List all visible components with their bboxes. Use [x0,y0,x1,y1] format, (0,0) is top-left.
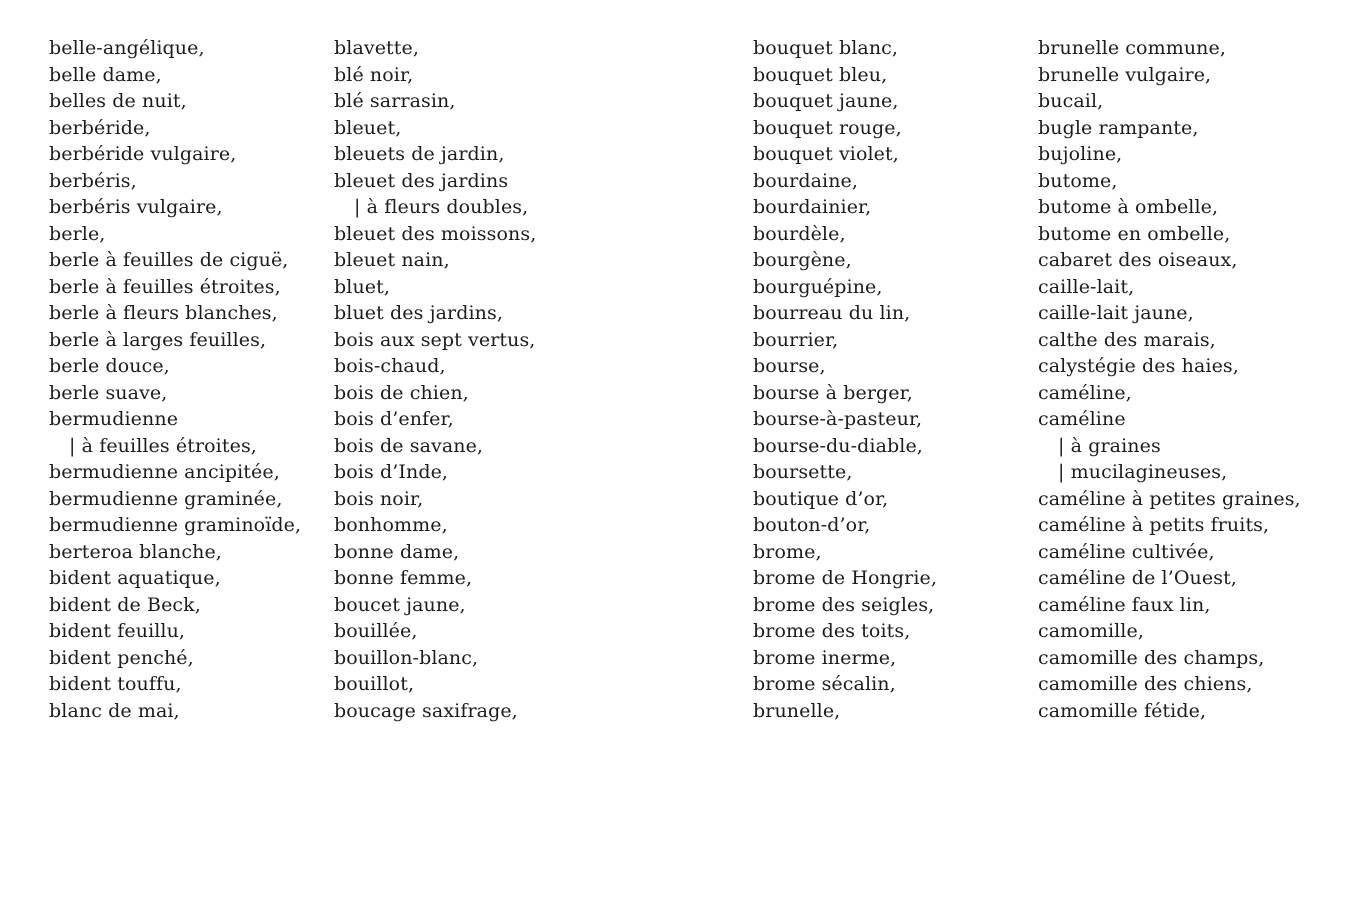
index-entry: bouillot, [334,673,415,695]
index-entry: camomille fétide, [1038,699,1207,722]
index-entry: bleuet, [334,116,402,139]
index-entry: bois d’Inde, [334,461,449,483]
index-entry: caméline cultivée, [1038,540,1215,563]
index-entry: bourreau du lin, [753,302,911,324]
index-entry: caméline, [1038,381,1132,404]
index-entry: brome sécalin, [753,673,896,695]
index-entry: bleuets de jardin, [334,143,505,165]
index-entry: berle, [49,222,106,245]
index-entry: bident touffu, [49,673,182,695]
index-entry: bident de Beck, [49,593,201,616]
index-entry-continuation: | à graines [1058,434,1161,457]
index-entry: bleuet nain, [334,249,450,271]
index-entry: brome de Hongrie, [753,567,937,589]
left-page-column-1 [49,35,334,724]
index-entry: bermudienne ancipitée, [49,461,280,483]
index-entry: bourdèle, [753,222,846,245]
index-entry: camomille des chiens, [1038,673,1253,695]
index-entry: boutique d’or, [753,487,889,510]
index-entry: bourse-à-pasteur, [753,408,923,430]
index-entry: blé sarrasin, [334,90,456,112]
index-entry: caméline à petites graines, [1038,487,1301,510]
index-entry: berteroa blanche, [49,540,222,563]
index-entry: bident feuillu, [49,620,186,642]
index-entry: bourse à berger, [753,381,913,404]
index-entry: bourrier, [753,328,839,351]
index-entry: bois noir, [334,487,424,510]
index-entry: brome des seigles, [753,593,935,616]
index-entry: bouillon-blanc, [334,646,479,669]
index-entry: bois aux sept vertus, [334,328,536,351]
index-entry: brunelle commune, [1038,37,1226,59]
index-entry: camomille, [1038,620,1144,642]
index-entry: bourguépine, [753,275,883,298]
index-entry: blavette, [334,37,419,59]
index-entry: bourdaine, [753,169,859,192]
index-entry: bonhomme, [334,514,448,536]
index-entry: camomille des champs, [1038,646,1265,669]
index-entry: brunelle, [753,699,841,722]
index-entry-continuation: | à fleurs doubles, [354,196,529,218]
index-entry: berbéris vulgaire, [49,196,223,218]
index-entry: boucet jaune, [334,593,466,616]
index-entry: berbéride, [49,116,151,139]
index-entry: caméline [1038,408,1126,430]
index-entry: caméline de l’Ouest, [1038,567,1237,589]
index-entry: brome des toits, [753,620,911,642]
right-page-column-2 [1038,35,1323,724]
index-entry: bluet des jardins, [334,302,503,324]
index-entry: bident penché, [49,646,194,669]
index-entry: bois de chien, [334,381,469,404]
index-entry: caille-lait, [1038,275,1135,298]
index-entry: blé noir, [334,63,414,86]
index-entry: berle à fleurs blanches, [49,302,278,324]
index-entry: bluet, [334,275,390,298]
index-entry-continuation: | mucilagineuses, [1058,461,1228,483]
index-entry: bouillée, [334,620,418,642]
index-entry: brunelle vulgaire, [1038,63,1212,86]
index-entry: belle-angélique, [49,37,205,59]
index-entry: bonne dame, [334,540,460,563]
index-entry: berle suave, [49,381,168,404]
index-entry: berbéris, [49,169,137,192]
index-entry: bouquet jaune, [753,90,899,112]
index-entry: caméline faux lin, [1038,593,1211,616]
left-page-column-2 [334,35,619,724]
index-entry: bermudienne [49,408,179,430]
index-entry: bonne femme, [334,567,473,589]
index-entry: calthe des marais, [1038,328,1216,351]
index-entry: bouton-d’or, [753,514,871,536]
index-entry: butome, [1038,169,1118,192]
index-entry: berle à feuilles étroites, [49,275,281,298]
index-entry: bucail, [1038,90,1104,112]
index-entry: berle douce, [49,355,170,377]
index-entry: bois d’enfer, [334,408,454,430]
index-entry: calystégie des haies, [1038,355,1239,377]
index-entry: bermudienne graminée, [49,487,283,510]
index-entry: bois-chaud, [334,355,446,377]
index-entry: berbéride vulgaire, [49,143,237,165]
index-entry: belles de nuit, [49,90,187,112]
index-entry: belle dame, [49,63,162,86]
index-entry: brome inerme, [753,646,897,669]
index-entry: caméline à petits fruits, [1038,514,1270,536]
index-entry: cabaret des oiseaux, [1038,249,1238,271]
index-entry: bouquet rouge, [753,116,902,139]
index-entry: berle à feuilles de ciguë, [49,249,289,271]
index-entry: bident aquatique, [49,567,221,589]
index-entry: bois de savane, [334,434,484,457]
index-entry: bourse, [753,355,826,377]
index-entry: bugle rampante, [1038,116,1199,139]
index-entry: bujoline, [1038,143,1123,165]
index-entry: bermudienne graminoïde, [49,514,302,536]
index-entry: caille-lait jaune, [1038,302,1194,324]
index-entry: bouquet bleu, [753,63,888,86]
index-entry: bourse-du-diable, [753,434,923,457]
index-entry: bourdainier, [753,196,872,218]
index-entry: boursette, [753,461,853,483]
index-entry: berle à larges feuilles, [49,328,267,351]
index-entry: boucage saxifrage, [334,699,518,722]
index-entry: butome en ombelle, [1038,222,1231,245]
index-entry: bleuet des moissons, [334,222,537,245]
index-entry: butome à ombelle, [1038,196,1219,218]
index-entry: bourgène, [753,249,852,271]
right-page-column-1 [753,35,1038,724]
index-entry: blanc de mai, [49,699,180,722]
index-entry: bleuet des jardins [334,169,509,192]
index-entry: bouquet violet, [753,143,899,165]
index-entry: brome, [753,540,822,563]
index-entry-continuation: | à feuilles étroites, [69,434,257,457]
index-entry: bouquet blanc, [753,37,899,59]
